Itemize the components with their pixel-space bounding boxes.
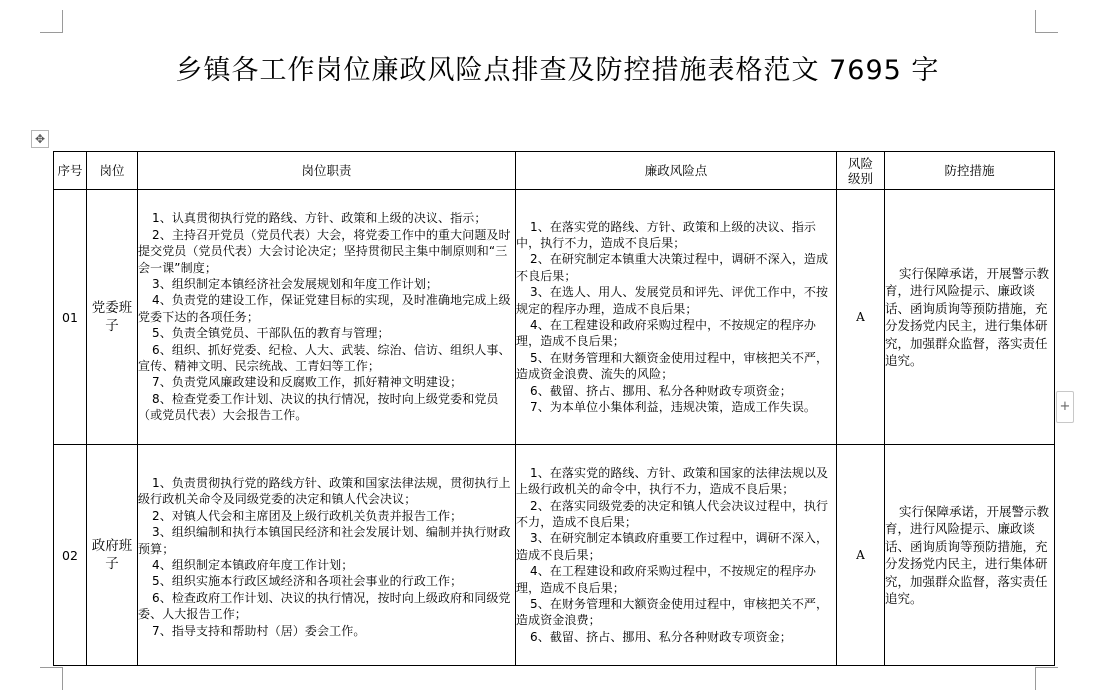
add-row-icon[interactable]: +: [1056, 391, 1074, 423]
risk-item: 4、在工程建设和政府采购过程中，不按规定的程序办理，造成不良后果；: [516, 318, 817, 349]
header-seq[interactable]: 序号: [54, 152, 87, 190]
row-seq[interactable]: 01: [54, 190, 87, 445]
duty-item: 6、组织、抓好党委、纪检、人大、武装、综治、信访、组织人事、宣传、精神文明、民宗统战、工青妇等工作；: [138, 342, 511, 374]
duty-item: 1、负责贯彻执行党的路线方针、政策和国家法律法规，贯彻执行上级行政机关命令及同级党委的决定和镇人代会决议；: [138, 475, 511, 507]
header-risks[interactable]: 廉政风险点: [516, 152, 837, 190]
header-level[interactable]: 风险级别: [837, 152, 885, 190]
duty-item: 5、负责全镇党员、干部队伍的教育与管理；: [152, 326, 390, 341]
duty-item: 7、负责党风廉政建设和反腐败工作，抓好精神文明建设；: [152, 375, 463, 390]
duty-item: 7、指导支持和帮助村（居）委会工作。: [152, 623, 366, 638]
duty-item: 4、组织制定本镇政府年度工作计划；: [152, 558, 354, 572]
page-corner-mark-bottom-left: [40, 667, 63, 690]
duty-item: 2、主持召开党员（党员代表）大会，将党委工作中的重大问题及时提交党员（党员代表）大会讨论决定；坚持贯彻民主集中制原则和“三会一课”制度；: [138, 227, 511, 275]
document-title[interactable]: 乡镇各工作岗位廉政风险点排查及防控措施表格范文 7695 字: [175, 55, 940, 86]
duty-item: 4、负责党的建设工作，保证党建目标的实现，及时准确地完成上级党委下达的各项任务；: [138, 293, 511, 324]
duty-item: 8、检查党委工作计划、决议的执行情况，按时向上级党委和党员（或党员代表）大会报告工作。: [138, 391, 499, 423]
page-corner-mark-top-right: [1035, 10, 1058, 33]
risk-item: 6、截留、挤占、挪用、私分各种财政专项资金；: [530, 629, 792, 644]
header-duties[interactable]: 岗位职责: [138, 152, 516, 190]
row-seq[interactable]: 02: [54, 445, 87, 666]
duty-item: 3、组织编制和执行本镇国民经济和社会发展计划、编制并执行财政预算；: [138, 525, 511, 556]
risk-item: 2、在研究制定本镇重大决策过程中，调研不深入，造成不良后果；: [516, 252, 829, 283]
duty-item: 1、认真贯彻执行党的路线、方针、政策和上级的决议、指示；: [152, 211, 487, 226]
duty-item: 6、检查政府工作计划、决议的执行情况，按时向上级政府和同级党委、人大报告工作；: [138, 590, 511, 622]
page-corner-mark-top-left: [40, 10, 63, 33]
row-position-text: 政府班子: [91, 538, 133, 572]
header-position[interactable]: 岗位: [87, 152, 138, 190]
risk-item: 6、截留、挤占、挪用、私分各种财政专项资金；: [530, 383, 792, 398]
risk-item: 1、在落实党的路线、方针、政策和国家的法律法规以及上级行政机关的命令中，执行不力，造成不良后果；: [516, 465, 829, 497]
row-position[interactable]: [87, 190, 138, 445]
row-risks[interactable]: [516, 190, 837, 445]
risk-item: 7、为本单位小集体利益，违规决策，造成工作失误。: [530, 400, 817, 415]
risk-item: 4、在工程建设和政府采购过程中，不按规定的程序办理，造成不良后果；: [516, 564, 817, 595]
risk-item: 1、在落实党的路线、方针、政策和上级的决议、指示中，执行不力，造成不良后果；: [516, 219, 817, 250]
row-risks[interactable]: [516, 445, 837, 666]
row-measures[interactable]: [885, 190, 1055, 445]
duty-item: 3、组织制定本镇经济社会发展规划和年度工作计划；: [152, 276, 439, 291]
row-level[interactable]: A: [837, 190, 885, 445]
measure-text: 实行保障承诺，开展警示教育，进行风险提示、廉政谈话、函询质询等预防措施，充分发扬党内民主，进行集体研究，加强群众监督，落实责任追究。: [885, 265, 1050, 368]
row-duties[interactable]: [138, 445, 516, 666]
risk-item: 3、在选人、用人、发展党员和评先、评优工作中，不按规定的程序办理，造成不良后果；: [516, 285, 829, 316]
row-position[interactable]: [87, 445, 138, 666]
risk-item: 3、在研究制定本镇政府重要工作过程中，调研不深入，造成不良后果；: [516, 531, 829, 562]
table-move-handle-icon[interactable]: ✥: [31, 130, 49, 148]
row-level[interactable]: A: [837, 445, 885, 666]
row-position-text: 党委班子: [91, 300, 133, 334]
risk-item: 5、在财务管理和大额资金使用过程中，审核把关不严，造成资金浪费、流失的风险；: [516, 350, 829, 382]
page-corner-mark-bottom-right: [1035, 667, 1058, 690]
risk-item: 5、在财务管理和大额资金使用过程中，审核把关不严，造成资金浪费；: [516, 597, 829, 628]
header-measures[interactable]: 防控措施: [885, 152, 1055, 190]
duty-item: 5、组织实施本行政区域经济和各项社会事业的行政工作；: [152, 574, 463, 589]
table-row: [54, 445, 1055, 666]
row-measures[interactable]: [885, 445, 1055, 666]
risk-table[interactable]: [53, 151, 1055, 666]
duty-item: 2、对镇人代会和主席团及上级行政机关负责并报告工作；: [152, 508, 463, 523]
table-row: [54, 190, 1055, 445]
risk-item: 2、在落实同级党委的决定和镇人代会决议过程中，执行不力，造成不良后果；: [516, 498, 829, 529]
table-header-row: [54, 152, 1055, 190]
row-duties[interactable]: [138, 190, 516, 445]
measure-text: 实行保障承诺，开展警示教育，进行风险提示、廉政谈话、函询质询等预防措施，充分发扬党内民主，进行集体研究，加强群众监督，落实责任追究。: [885, 503, 1050, 606]
